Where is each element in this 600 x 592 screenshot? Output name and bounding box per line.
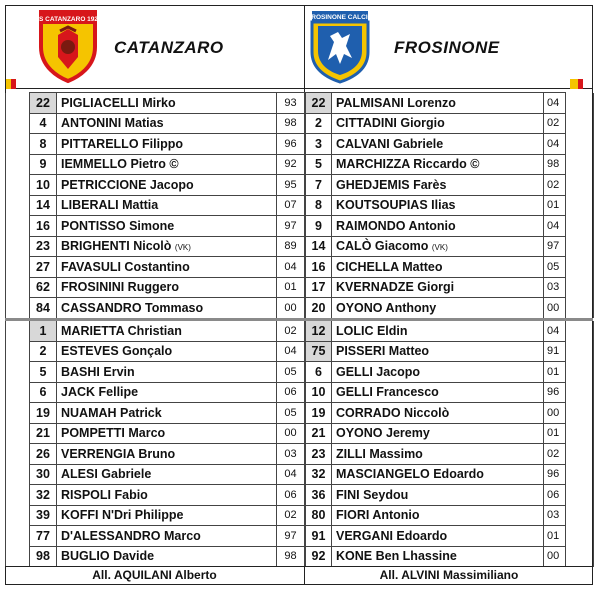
player-row xyxy=(6,382,305,403)
row-spacer xyxy=(6,216,30,237)
player-code: 97 xyxy=(277,216,305,237)
player-name-text: CASSANDRO Tommaso xyxy=(61,300,204,315)
row-spacer xyxy=(566,236,594,257)
player-row xyxy=(306,93,594,114)
row-spacer xyxy=(6,382,30,403)
row-spacer xyxy=(6,505,30,526)
row-spacer xyxy=(566,93,594,114)
row-spacer xyxy=(6,236,30,257)
player-row xyxy=(306,382,594,403)
player-name xyxy=(57,216,277,237)
player-number: 9 xyxy=(306,216,332,237)
player-code: 04 xyxy=(544,93,566,114)
player-code: 03 xyxy=(544,277,566,298)
player-code: 98 xyxy=(277,546,305,567)
player-row xyxy=(306,403,594,424)
player-row xyxy=(306,526,594,547)
player-name-text: PITTARELLO Filippo xyxy=(61,136,183,151)
player-code: 06 xyxy=(277,382,305,403)
player-name xyxy=(57,236,277,257)
player-code: 04 xyxy=(277,341,305,362)
player-name xyxy=(332,423,544,444)
player-name-text: IEMMELLO Pietro © xyxy=(61,157,179,172)
player-name xyxy=(57,175,277,196)
player-number: 17 xyxy=(306,277,332,298)
player-code: 04 xyxy=(544,321,566,342)
player-name xyxy=(57,464,277,485)
player-code: 00 xyxy=(277,298,305,319)
player-code: 05 xyxy=(544,257,566,278)
vice-captain-badge: (VK) xyxy=(174,243,191,253)
player-number: 6 xyxy=(306,362,332,383)
player-number: 84 xyxy=(30,298,57,319)
row-spacer xyxy=(566,526,594,547)
player-row xyxy=(6,113,305,134)
player-name-text: ZILLI Massimo xyxy=(336,446,423,461)
player-number: 19 xyxy=(306,403,332,424)
player-name xyxy=(332,485,544,506)
player-row xyxy=(306,195,594,216)
player-number: 5 xyxy=(30,362,57,383)
player-row xyxy=(306,216,594,237)
player-name-text: ESTEVES Gonçalo xyxy=(61,344,173,359)
home-bench-table xyxy=(5,320,305,567)
away-flag-right xyxy=(570,79,578,89)
player-row xyxy=(306,175,594,196)
player-row xyxy=(6,216,305,237)
player-name-text: CALVANI Gabriele xyxy=(336,136,444,151)
catanzaro-logo-text: US CATANZARO 1929 xyxy=(34,16,102,23)
player-name-text: NUAMAH Patrick xyxy=(61,405,162,420)
player-number: 1 xyxy=(30,321,57,342)
player-number: 22 xyxy=(306,93,332,114)
player-code: 03 xyxy=(277,444,305,465)
player-row xyxy=(6,175,305,196)
row-spacer xyxy=(6,321,30,342)
player-name-text: PONTISSO Simone xyxy=(61,218,175,233)
row-spacer xyxy=(566,321,594,342)
home-coach: All. AQUILANI Alberto xyxy=(92,568,217,582)
player-row xyxy=(306,362,594,383)
player-name-text: BUGLIO Davide xyxy=(61,549,155,564)
player-number: 4 xyxy=(30,113,57,134)
player-name-text: KONE Ben Lhassine xyxy=(336,549,457,564)
player-row xyxy=(306,444,594,465)
row-spacer xyxy=(6,257,30,278)
player-name xyxy=(332,134,544,155)
player-name-text: MARIETTA Christian xyxy=(61,323,182,338)
player-name xyxy=(57,403,277,424)
player-number: 23 xyxy=(30,236,57,257)
player-name-text: PISSERI Matteo xyxy=(336,344,430,359)
player-name-text: PALMISANI Lorenzo xyxy=(336,95,456,110)
row-spacer xyxy=(6,341,30,362)
row-spacer xyxy=(6,444,30,465)
player-name xyxy=(332,195,544,216)
starters-bench-separator xyxy=(5,318,593,321)
player-row xyxy=(306,464,594,485)
player-name xyxy=(57,546,277,567)
player-number: 32 xyxy=(30,485,57,506)
player-name-text: LOLIC Eldin xyxy=(336,323,408,338)
row-spacer xyxy=(566,154,594,175)
row-spacer xyxy=(566,485,594,506)
player-row xyxy=(306,134,594,155)
player-row xyxy=(6,485,305,506)
player-number: 32 xyxy=(306,464,332,485)
player-name xyxy=(332,298,544,319)
player-name-text: GELLI Francesco xyxy=(336,385,439,400)
player-code: 01 xyxy=(544,195,566,216)
player-code: 98 xyxy=(277,113,305,134)
player-number: 36 xyxy=(306,485,332,506)
player-number: 14 xyxy=(30,195,57,216)
player-code: 95 xyxy=(277,175,305,196)
player-name xyxy=(332,341,544,362)
row-spacer xyxy=(566,546,594,567)
player-name-text: MARCHIZZA Riccardo © xyxy=(336,157,480,172)
player-name xyxy=(57,505,277,526)
player-code: 02 xyxy=(544,175,566,196)
row-spacer xyxy=(566,175,594,196)
player-name xyxy=(57,526,277,547)
player-code: 93 xyxy=(277,93,305,114)
player-name-text: OYONO Anthony xyxy=(336,300,437,315)
player-name xyxy=(332,505,544,526)
player-row xyxy=(6,277,305,298)
player-name xyxy=(332,175,544,196)
player-number: 22 xyxy=(30,93,57,114)
row-spacer xyxy=(6,403,30,424)
frosinone-logo xyxy=(308,8,372,84)
player-row xyxy=(6,526,305,547)
home-flag-left-red xyxy=(11,79,16,89)
player-code: 96 xyxy=(544,464,566,485)
player-name-text: BRIGHENTI Nicolò xyxy=(61,239,172,254)
coach-divider xyxy=(5,566,593,567)
player-code: 03 xyxy=(544,505,566,526)
away-lineup-table xyxy=(305,92,594,319)
row-spacer xyxy=(566,216,594,237)
header-divider xyxy=(5,88,593,89)
player-code: 04 xyxy=(277,464,305,485)
row-spacer xyxy=(566,423,594,444)
player-number: 39 xyxy=(30,505,57,526)
player-row xyxy=(6,505,305,526)
player-code: 00 xyxy=(277,423,305,444)
player-code: 96 xyxy=(544,382,566,403)
row-spacer xyxy=(6,113,30,134)
player-code: 01 xyxy=(544,362,566,383)
player-name xyxy=(57,485,277,506)
player-number: 21 xyxy=(30,423,57,444)
player-name xyxy=(332,113,544,134)
player-name xyxy=(57,154,277,175)
player-code: 04 xyxy=(544,134,566,155)
player-name-text: RAIMONDO Antonio xyxy=(336,218,456,233)
player-code: 00 xyxy=(544,546,566,567)
player-number: 19 xyxy=(30,403,57,424)
player-code: 01 xyxy=(277,277,305,298)
player-code: 97 xyxy=(277,526,305,547)
player-name xyxy=(332,236,544,257)
player-name-text: KOFFI N'Dri Philippe xyxy=(61,508,184,523)
player-code: 01 xyxy=(544,423,566,444)
player-name xyxy=(332,464,544,485)
player-name xyxy=(332,362,544,383)
row-spacer xyxy=(6,277,30,298)
player-code: 06 xyxy=(544,485,566,506)
player-number: 9 xyxy=(30,154,57,175)
row-spacer xyxy=(6,546,30,567)
player-name-text: FAVASULI Costantino xyxy=(61,259,190,274)
player-name-text: BASHI Ervin xyxy=(61,364,135,379)
player-name-text: ALESI Gabriele xyxy=(61,467,152,482)
player-row xyxy=(306,423,594,444)
player-code: 05 xyxy=(277,362,305,383)
player-row xyxy=(6,257,305,278)
player-number: 6 xyxy=(30,382,57,403)
row-spacer xyxy=(6,485,30,506)
player-name xyxy=(57,257,277,278)
player-row xyxy=(6,154,305,175)
player-name-text: PIGLIACELLI Mirko xyxy=(61,95,176,110)
player-name xyxy=(57,298,277,319)
player-name xyxy=(57,382,277,403)
player-number: 14 xyxy=(306,236,332,257)
player-row xyxy=(306,485,594,506)
row-spacer xyxy=(6,154,30,175)
player-name xyxy=(57,134,277,155)
player-number: 77 xyxy=(30,526,57,547)
row-spacer xyxy=(566,403,594,424)
catanzaro-logo xyxy=(34,9,102,83)
player-row xyxy=(6,444,305,465)
away-coach: All. ALVINI Massimiliano xyxy=(379,568,519,582)
player-number: 30 xyxy=(30,464,57,485)
player-name-text: RISPOLI Fabio xyxy=(61,487,148,502)
player-number: 98 xyxy=(30,546,57,567)
player-name xyxy=(57,423,277,444)
player-name xyxy=(332,93,544,114)
row-spacer xyxy=(6,362,30,383)
player-number: 92 xyxy=(306,546,332,567)
player-name-text: LIBERALI Mattia xyxy=(61,198,159,213)
player-row xyxy=(6,362,305,383)
row-spacer xyxy=(566,464,594,485)
player-name-text: CITTADINI Giorgio xyxy=(336,116,445,131)
player-number: 2 xyxy=(306,113,332,134)
player-name xyxy=(332,546,544,567)
player-name-text: FROSININI Ruggero xyxy=(61,280,180,295)
player-name-text: D'ALESSANDRO Marco xyxy=(61,528,201,543)
player-row xyxy=(306,298,594,319)
row-spacer xyxy=(6,93,30,114)
player-number: 80 xyxy=(306,505,332,526)
away-bench-table xyxy=(305,320,594,567)
player-name-text: GELLI Jacopo xyxy=(336,364,421,379)
row-spacer xyxy=(6,423,30,444)
row-spacer xyxy=(566,134,594,155)
player-name-text: VERGANI Edoardo xyxy=(336,528,448,543)
player-row xyxy=(306,505,594,526)
player-name-text: KOUTSOUPIAS Ilias xyxy=(336,198,456,213)
player-name-text: MASCIANGELO Edoardo xyxy=(336,467,484,482)
player-row xyxy=(306,236,594,257)
row-spacer xyxy=(6,526,30,547)
player-name xyxy=(57,195,277,216)
player-name-text: GHEDJEMIS Farès xyxy=(336,177,447,192)
player-name-text: CORRADO Niccolò xyxy=(336,405,450,420)
player-name-text: KVERNADZE Giorgi xyxy=(336,280,455,295)
vice-captain-badge: (VK) xyxy=(431,243,448,253)
player-name xyxy=(332,321,544,342)
away-flag-right-red xyxy=(578,79,583,89)
away-team-name: FROSINONE xyxy=(394,38,500,57)
row-spacer xyxy=(566,113,594,134)
player-code: 00 xyxy=(544,403,566,424)
row-spacer xyxy=(566,298,594,319)
player-number: 75 xyxy=(306,341,332,362)
player-row xyxy=(6,546,305,567)
player-code: 01 xyxy=(544,526,566,547)
player-code: 05 xyxy=(277,403,305,424)
player-number: 26 xyxy=(30,444,57,465)
player-row xyxy=(6,341,305,362)
player-name xyxy=(57,277,277,298)
player-row xyxy=(6,464,305,485)
player-code: 04 xyxy=(277,257,305,278)
player-code: 07 xyxy=(277,195,305,216)
player-name-text: OYONO Jeremy xyxy=(336,426,430,441)
player-number: 2 xyxy=(30,341,57,362)
player-row xyxy=(306,113,594,134)
player-code: 91 xyxy=(544,341,566,362)
player-number: 5 xyxy=(306,154,332,175)
player-row xyxy=(306,321,594,342)
player-number: 8 xyxy=(30,134,57,155)
player-name-text: PETRICCIONE Jacopo xyxy=(61,177,194,192)
player-name-text: FIORI Antonio xyxy=(336,508,420,523)
player-name xyxy=(332,526,544,547)
player-name-text: CALÒ Giacomo xyxy=(336,239,429,254)
row-spacer xyxy=(6,195,30,216)
player-name xyxy=(57,341,277,362)
row-spacer xyxy=(6,298,30,319)
player-name xyxy=(332,216,544,237)
player-number: 62 xyxy=(30,277,57,298)
row-spacer xyxy=(566,505,594,526)
player-row xyxy=(306,154,594,175)
row-spacer xyxy=(6,134,30,155)
player-name-text: CICHELLA Matteo xyxy=(336,259,443,274)
player-name-text: JACK Fellipe xyxy=(61,385,139,400)
row-spacer xyxy=(6,464,30,485)
player-row xyxy=(306,277,594,298)
player-name xyxy=(332,277,544,298)
player-name xyxy=(57,444,277,465)
player-name xyxy=(57,113,277,134)
player-number: 8 xyxy=(306,195,332,216)
player-name-text: FINI Seydou xyxy=(336,487,409,502)
player-name xyxy=(332,382,544,403)
player-row xyxy=(6,403,305,424)
player-code: 97 xyxy=(544,236,566,257)
player-number: 7 xyxy=(306,175,332,196)
player-row xyxy=(6,298,305,319)
player-number: 27 xyxy=(30,257,57,278)
player-name xyxy=(57,321,277,342)
row-spacer xyxy=(6,175,30,196)
player-row xyxy=(6,93,305,114)
player-number: 10 xyxy=(30,175,57,196)
player-row xyxy=(6,423,305,444)
player-name xyxy=(332,154,544,175)
row-spacer xyxy=(566,257,594,278)
player-name xyxy=(332,403,544,424)
row-spacer xyxy=(566,444,594,465)
player-code: 96 xyxy=(277,134,305,155)
player-code: 98 xyxy=(544,154,566,175)
row-spacer xyxy=(566,195,594,216)
home-lineup-table xyxy=(5,92,305,319)
player-number: 10 xyxy=(306,382,332,403)
frosinone-logo-text: FROSINONE CALCIO xyxy=(307,14,373,21)
player-row xyxy=(6,134,305,155)
player-name xyxy=(57,362,277,383)
player-code: 02 xyxy=(544,113,566,134)
player-row xyxy=(306,546,594,567)
player-code: 89 xyxy=(277,236,305,257)
row-spacer xyxy=(566,341,594,362)
player-number: 20 xyxy=(306,298,332,319)
player-number: 23 xyxy=(306,444,332,465)
player-row xyxy=(6,321,305,342)
player-number: 12 xyxy=(306,321,332,342)
player-code: 04 xyxy=(544,216,566,237)
player-code: 00 xyxy=(544,298,566,319)
home-team-name: CATANZARO xyxy=(114,38,224,57)
player-row xyxy=(306,257,594,278)
player-row xyxy=(6,195,305,216)
player-number: 21 xyxy=(306,423,332,444)
player-name-text: POMPETTI Marco xyxy=(61,426,166,441)
player-name xyxy=(332,444,544,465)
player-row xyxy=(306,341,594,362)
player-code: 02 xyxy=(277,321,305,342)
player-name-text: ANTONINI Matias xyxy=(61,116,164,131)
player-number: 91 xyxy=(306,526,332,547)
player-number: 16 xyxy=(30,216,57,237)
player-code: 06 xyxy=(277,485,305,506)
player-name-text: VERRENGIA Bruno xyxy=(61,446,176,461)
row-spacer xyxy=(566,277,594,298)
row-spacer xyxy=(566,362,594,383)
player-name xyxy=(57,93,277,114)
player-row xyxy=(6,236,305,257)
player-number: 16 xyxy=(306,257,332,278)
player-code: 92 xyxy=(277,154,305,175)
player-name xyxy=(332,257,544,278)
row-spacer xyxy=(566,382,594,403)
player-code: 02 xyxy=(277,505,305,526)
player-code: 02 xyxy=(544,444,566,465)
player-number: 3 xyxy=(306,134,332,155)
